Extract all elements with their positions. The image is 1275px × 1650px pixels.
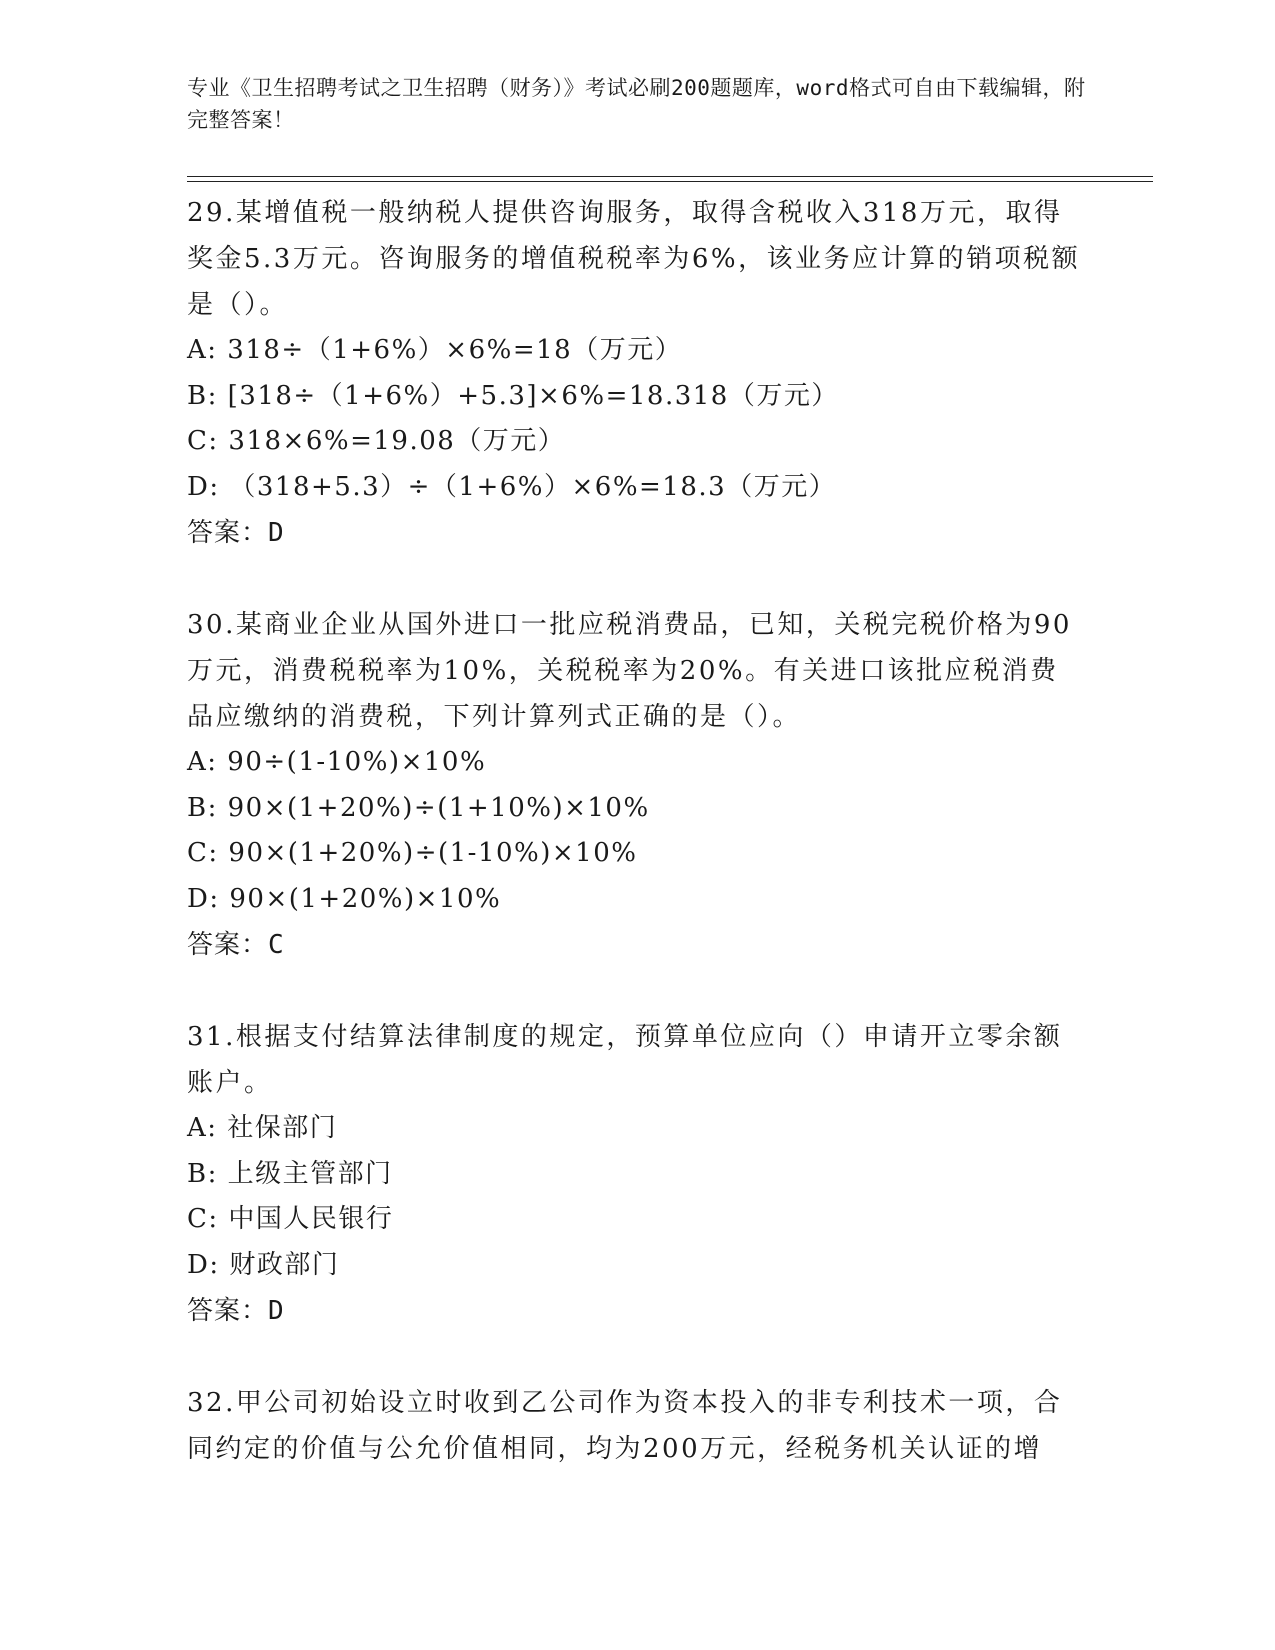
header-divider-top <box>187 176 1153 177</box>
option-d: D: 财政部门 <box>187 1249 340 1280</box>
question-stem: 30.某商业企业从国外进口一批应税消费品，已知，关税完税价格为90万元，消费税税率为10%，关税税率为20%。有关进口该批应税消费品应缴纳的消费税，下列计算列式正确的是（）。 <box>187 610 1072 732</box>
question-29 <box>187 190 1087 556</box>
option-c: C: 318×6%=19.08（万元） <box>187 426 566 456</box>
question-spacer <box>187 1334 1087 1380</box>
option-c: C: 90×(1+20%)÷(1-10%)×10% <box>187 838 638 868</box>
header-title: 专业《卫生招聘考试之卫生招聘（财务）》考试必刷200题题库，word格式可自由下载编辑，附完整答案！ <box>187 76 1086 132</box>
option-b: B: 90×(1+20%)÷(1+10%)×10% <box>187 792 650 823</box>
question-stem: 32.甲公司初始设立时收到乙公司作为资本投入的非专利技术一项，合同约定的价值与公允价值相同，均为200万元，经税务机关认证的增 <box>187 1388 1063 1464</box>
option-a: A: 社保部门 <box>187 1113 338 1143</box>
option-b: B: [318÷（1+6%）+5.3]×6%=18.318（万元） <box>187 380 839 411</box>
option-d: D: （318+5.3）÷（1+6%）×6%=18.3（万元） <box>187 471 837 502</box>
option-d: D: 90×(1+20%)×10% <box>187 883 502 914</box>
question-stem: 29.某增值税一般纳税人提供咨询服务，取得含税收入318万元，取得奖金5.3万元。咨询服务的增值税税率为6%，该业务应计算的销项税额是（）。 <box>187 198 1081 320</box>
question-list <box>187 190 1087 1472</box>
question-spacer <box>187 556 1087 602</box>
header-divider-bottom <box>187 181 1153 182</box>
question-32 <box>187 1380 1087 1472</box>
option-b: B: 上级主管部门 <box>187 1158 393 1189</box>
option-c: C: 中国人民银行 <box>187 1204 394 1234</box>
document-header <box>187 72 1087 136</box>
question-spacer <box>187 968 1087 1014</box>
question-31 <box>187 1014 1087 1334</box>
answer-label: 答案：C <box>187 930 285 960</box>
option-a: A: 90÷(1-10%)×10% <box>187 747 487 777</box>
answer-label: 答案：D <box>187 518 285 548</box>
question-30 <box>187 602 1087 968</box>
question-stem: 31.根据支付结算法律制度的规定，预算单位应向（）申请开立零余额账户。 <box>187 1022 1063 1098</box>
answer-label: 答案：D <box>187 1296 285 1326</box>
option-a: A: 318÷（1+6%）×6%=18（万元） <box>187 335 683 365</box>
